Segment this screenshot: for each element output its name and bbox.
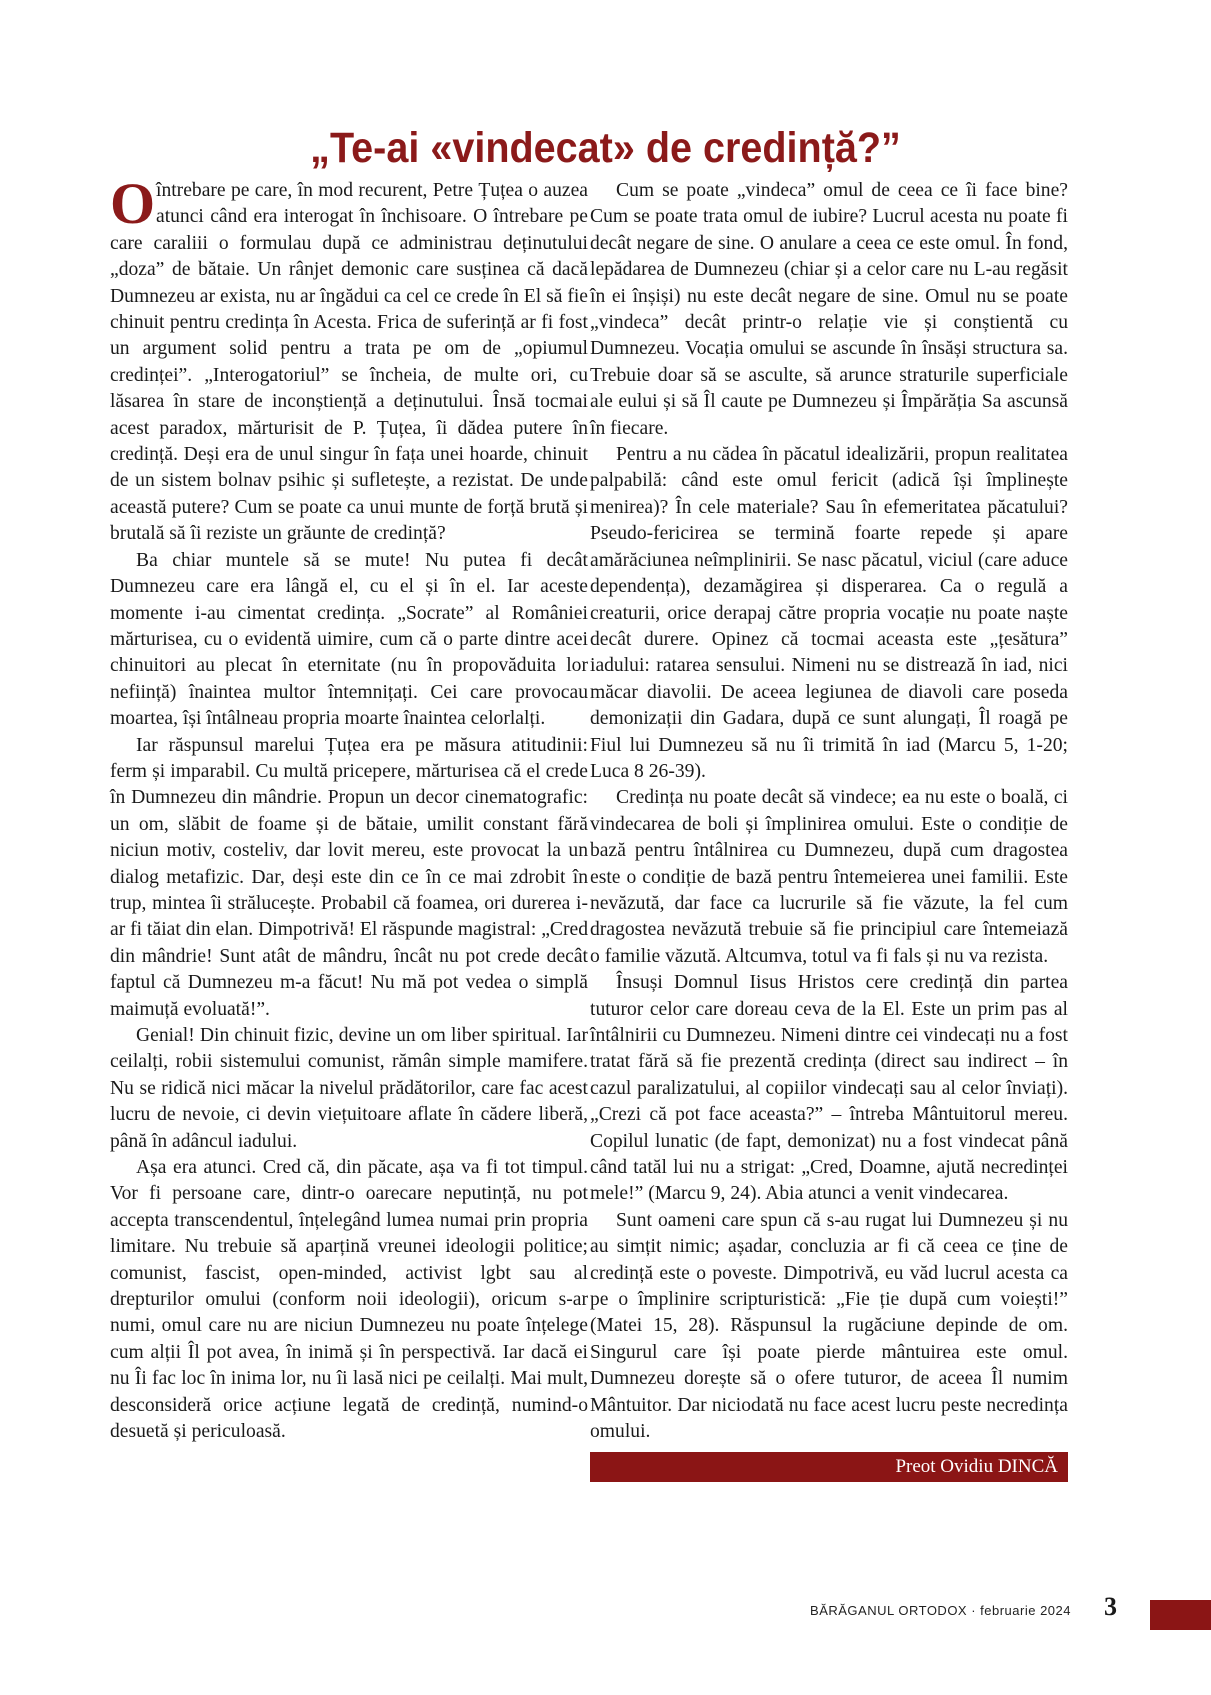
paragraph: Însuși Domnul Iisus Hristos cere credință din partea tuturor celor care doreau ceva de la El. Este un prim pas al întâlnirii cu Dumnezeu. Nimeni dintre cei vindecați nu a fost tratat fără să fie prezentă credința (direct sau indirect – în cazul paralizatului, al copiilor vindecați sau al celor înviați). „Crezi că pot face aceasta?” – întreba Mântuitorul mereu. Copilul lunatic (de fapt, demonizat) nu a fost vindecat până când tatăl lui nu a strigat: „Cred, Doamne, ajută necredinței mele!” (Marcu 9, 24). Abia atunci a venit vindecarea. [590,972,1068,1205]
left-column [110,171,588,1446]
author-byline: Preot Ovidiu DINCĂ [590,1452,1068,1482]
paragraph: Sunt oameni care spun că s-au rugat lui Dumnezeu și nu au simțit nimic; așadar, concluzia ar fi că ceea ce ține de credință este o poveste. Dimpotrivă, eu văd lucrul acesta ca pe o împlinire scripturistică: „Fie ție după cum voiești!” (Matei 15, 28). Răspunsul la rugăciune depinde de om. Singurul care își poate pierde mântuirea este omul. Dumnezeu dorește să o ofere tuturor, de aceea Îl numim Mântuitor. Dar niciodată nu face acest lucru peste necredința omului. [590,1209,1068,1443]
paragraph: Genial! Din chinuit fizic, devine un om liber spiritual. Iar ceilalți, robii sistemului comunist, rămân simple mamifere. Nu se ridică nici măcar la nivelul prădătorilor, care fac acest lucru de nevoie, ci devin viețuitoare aflate în cădere liberă, până în adâncul iadului. [110,1025,588,1152]
paragraph: Așa era atunci. Cred că, din păcate, așa va fi tot timpul. Vor fi persoane care, dintr-o oarecare neputință, nu pot accepta transcendentul, înțelegând lumea numai prin propria limitare. Nu trebuie să aparțină vreunei ideologii politice; comunist, fascist, open-minded, activist lgbt sau al drepturilor omului (conform noii ideologii), oricum s-ar numi, omul care nu are niciun Dumnezeu nu poate înțelege cum alții Îl pot avea, în inimă și în perspectivă. Iar dacă ei nu Îi fac loc în inima lor, nu îi lasă nici pe ceilalți. Mai mult, desconsideră orice acțiune legată de credință, numind-o desuetă și periculoasă. [110,1157,588,1443]
paragraph: Ba chiar muntele să se mute! Nu putea fi decât Dumnezeu care era lângă el, cu el și în el. Iar aceste momente i-au cimentat credința. „Socrate” al României mărturisea, cu o evidentă uimire, cum că o parte dintre acei chinuitori au plecat în eternitate (nu în propovăduita lor neființă) înaintea multor întemnițați. Cei care provocau moartea, își întâlneau propria moarte înaintea celorlalți. [110,549,588,730]
page-number: 3 [1104,1592,1117,1621]
footer-accent-bar [1150,1600,1211,1630]
publication-footer: BĂRĂGANUL ORTODOX · februarie 2024 [810,1603,1071,1618]
paragraph [110,171,588,548]
paragraph: Iar răspunsul marelui Țuțea era pe măsura atitudinii: ferm și imparabil. Cu multă pricepere, mărturisea că el crede în Dumnezeu din mândrie. Propun un decor cinematografic: un om, slăbit de foame și de bătaie, umilit constant fără niciun motiv, costeliv, dar lovit mereu, este provocat la un dialog metafizic. Dar, deși este din ce în ce mai zdrobit în trup, mintea îi strălucește. Probabil că foamea, ori durerea i-ar fi tăiat din elan. Dimpotrivă! El răspunde magistral: „Cred din mândrie! Sunt atât de mândru, încât nu pot crede decât faptul că Dumnezeu m-a făcut! Nu mă pot vedea o simplă maimuță evoluată!”. [110,734,588,1020]
paragraph: Pentru a nu cădea în păcatul idealizării, propun realitatea palpabilă: când este omul fericit (adică își împlinește menirea)? În cele materiale? Sau în efemeritatea păcatului? Pseudo-fericirea se termină foarte repede și apare amărăciunea neîmplinirii. Se nasc păcatul, viciul (care aduce dependența), dezamăgirea și disperarea. Ca o regulă a creaturii, orice derapaj către propria vocație nu poate naște decât durere. Opinez că tocmai aceasta este „țesătura” iadului: ratarea sensului. Nimeni nu se distrează în iad, nici măcar diavolii. De aceea legiunea de diavoli care poseda demonizații din Gadara, după ce sunt alungați, Îl roagă pe Fiul lui Dumnezeu să nu îi trimită în iad (Marcu 5, 1-20; Luca 8 26-39). [590,444,1068,782]
paragraph: Cum se poate „vindeca” omul de ceea ce îi face bine? Cum se poate trata omul de iubire? Lucrul acesta nu poate fi decât negare de sine. O anulare a ceea ce este omul. În fond, lepădarea de Dumnezeu (chiar și a celor care nu L-au regăsit în ei înșiși) nu este decât negare de sine. Omul nu se poate „vindeca” decât printr-o relație vie și conștientă cu Dumnezeu. Vocația omului se ascunde în însăși structura sa. Trebuie doar să se asculte, să arunce straturile superficiale ale eului și să Îl caute pe Dumnezeu și Împărăția Sa ascunsă în fiecare. [590,180,1068,439]
drop-cap: O [110,171,156,236]
article-title: „Te-ai «vindecat» de credință?” [310,124,901,172]
paragraph-text: întrebare pe care, în mod recurent, Petre Țuțea o auzea atunci când era interogat în închisoare. O întrebare pe care caraliii o formulau după ce administrau deținutului „doza” de bătaie. Un rânjet demonic care susținea că dacă Dumnezeu ar exista, nu ar îngădui ca cel ce crede în El să fie chinuit pentru credința în Acesta. Frica de suferință ar fi fost un argument solid pentru a trata pe om de „opiumul credinței”. „Interogatoriul” se încheia, de multe ori, cu lăsarea în stare de inconștiență a deținutului. Însă tocmai acest paradox, mărturisit de P. Țuțea, îi dădea putere în credință. Deși era de unul singur în fața unei hoarde, chinuit de un sistem bolnav psihic și sufletește, a rezistat. De unde această putere? Cum se poate ca unui munte de forță brută și brutală să îi reziste un grăunte de credință? [110,180,588,545]
paragraph: Credința nu poate decât să vindece; ea nu este o boală, ci vindecarea de boli și împlinirea omului. Este o condiție de bază pentru întâlnirea cu Dumnezeu, după cum dragostea este o condiție de bază pentru întemeierea unei familii. Este nevăzută, dar face ca lucrurile să fie văzute, la fel cum dragostea nevăzută trebuie să fie principiul care întemeiază o familie văzută. Altcumva, totul va fi fals și nu va rezista. [590,787,1068,967]
right-column [590,178,1068,1482]
